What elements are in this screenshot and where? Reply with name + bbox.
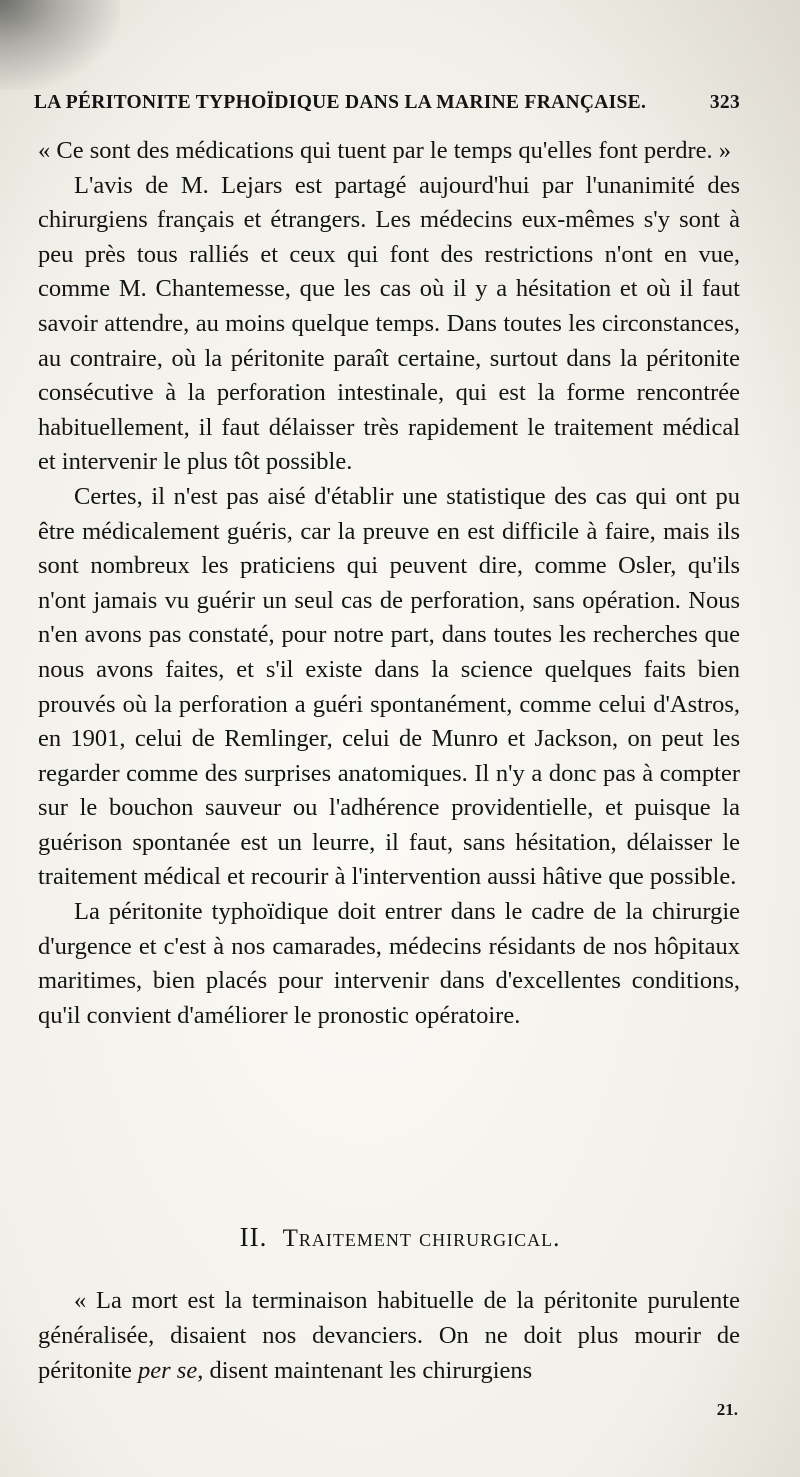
paragraph: L'avis de M. Lejars est partagé aujourd'hui par l'unanimité des chirurgiens français et étrangers. Les médecins eux-mêmes s'y sont à peu près tous ralliés et ceux qui font des restrictions n'ont en vue, comme M. Chantemesse, que les cas où il y a hésitation et où il faut savoir attendre, au moins quelque temps. Dans toutes les circonstances, au contraire, où la péritonite paraît certaine, surtout dans la péritonite consécutive à la perforation intestinale, qui est la forme rencontrée habituellement, il faut délaisser très rapidement le traitement médical et intervenir le plus tôt possible. <box>38 171 740 476</box>
text-run: « La mort est la terminaison habituelle de la péritonite purulente généralisée, disaient nos devanciers. On ne doit plus mourir de péritonite <box>38 1287 740 1384</box>
paragraph: La péritonite typhoïdique doit entrer dans le cadre de la chirurgie d'urgence et c'est à nos camarades, médecins résidants de nos hôpitaux maritimes, bien placés pour intervenir dans d'excellentes conditions, qu'il convient d'améliorer le pronostic opératoire. <box>38 898 740 1029</box>
running-title: LA PÉRITONITE TYPHOÏDIQUE DANS LA MARINE FRANÇAISE. <box>34 92 647 113</box>
page-number: 323 <box>709 92 740 113</box>
paragraph-quote: « Ce sont des médications qui tuent par le temps qu'elles font perdre. » <box>38 137 731 164</box>
text-run: , disent maintenant les chirurgiens <box>197 1357 533 1384</box>
body-text <box>38 134 740 1033</box>
section-heading <box>0 1222 800 1253</box>
scan-shadow <box>0 0 120 90</box>
paragraph: Certes, il n'est pas aisé d'établir une statistique des cas qui ont pu être médicalement guéris, car la preuve en est difficile à faire, mais ils sont nombreux les praticiens qui peuvent dire, comme Osler, qu'ils n'ont jamais vu guérir un seul cas de perforation, sans opération. Nous n'en avons pas constaté, pour notre part, dans toutes les recherches que nous avons faites, et s'il existe dans la science quelques faits bien prouvés où la perforation a guéri spontanément, comme celui d'Astros, en 1901, celui de Remlinger, celui de Munro et Jackson, on peut les regarder comme des surprises anatomiques. Il n'y a donc pas à compter sur le bouchon sauveur ou l'adhérence providentielle, et puisque la guérison spontanée est un leurre, il faut, sans hésitation, délaisser le traitement médical et recourir à l'intervention aussi hâtive que possible. <box>38 482 740 891</box>
italic-phrase: per se <box>138 1357 198 1384</box>
paragraph-quote-continued <box>38 1283 740 1388</box>
body-text-continued <box>38 1283 740 1388</box>
section-number: II. <box>239 1222 268 1252</box>
section-title: Traitement chirurgical. <box>282 1225 561 1252</box>
signature-mark: 21. <box>716 1400 738 1419</box>
